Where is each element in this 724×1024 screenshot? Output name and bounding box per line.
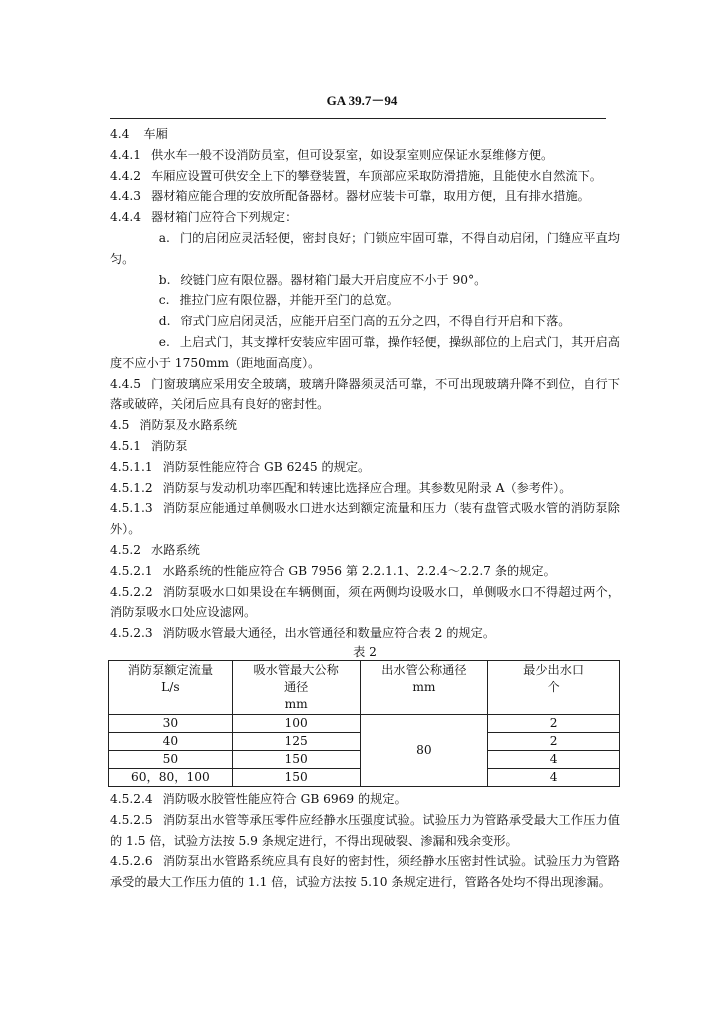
clause-text: 消防泵与发动机功率匹配和转速比选择应合理。其参数见附录 A（参考件）。: [162, 480, 572, 495]
clause-number: 4.5.2.5: [110, 812, 153, 827]
clause-number: 4.5.1.1: [110, 459, 153, 474]
clause-number: b.: [158, 272, 171, 287]
paragraph: [110, 186, 620, 207]
clause-text: 消防吸水胶管性能应符合 GB 6969 的规定。: [162, 791, 407, 806]
clause-text: 水路系统: [151, 542, 200, 557]
paragraph: [110, 374, 620, 416]
clause-text: 车厢应设置可供安全上下的攀登装置，车顶部应采取防滑措施，且能使水自然流下。: [151, 168, 602, 183]
paragraph: [110, 457, 620, 478]
clause-number: 4.5.1.2: [110, 480, 153, 495]
clause-text: 门的启闭应灵活轻便，密封良好；门锁应牢固可靠，不得自动启闭，门缝应平直均匀。: [110, 230, 620, 266]
clause-number: d.: [158, 314, 171, 329]
header-suction-line: 吸水管最大公称: [253, 662, 339, 677]
cell-outlet-diameter-merged: 80: [360, 714, 488, 786]
cell-outlets: 2: [488, 732, 620, 750]
clause-text: 供水车一般不设消防员室，但可设泵室，如设泵室则应保证水泵维修方便。: [151, 147, 554, 162]
cell-flow: 40: [109, 732, 233, 750]
clause-text: 消防泵出水管路系统应具有良好的密封性，须经静水压密封性试验。试验压力为管路承受的最大工作压力值的 1.1 倍，试验方法按 5.10 条规定进行，管路各处均不得出现渗漏。: [110, 854, 620, 890]
clause-number: 4.5.2.4: [110, 791, 153, 806]
cell-flow: 60，80，100: [109, 768, 233, 786]
cell-outlets: 4: [488, 750, 620, 768]
paragraph: [110, 436, 620, 457]
paragraph: [110, 207, 620, 228]
paragraph: [110, 145, 620, 166]
cell-suction: 150: [232, 750, 360, 768]
cell-suction: 100: [232, 714, 360, 732]
clause-text: 绞链门应有限位器。器材箱门最大开启度应不小于 90°。: [180, 272, 487, 287]
cell-suction: 150: [232, 768, 360, 786]
cell-outlets: 4: [488, 768, 620, 786]
clause-number: 4.5.1: [110, 438, 142, 453]
clause-text: 车厢: [143, 127, 168, 141]
clause-number: 4.4.1: [110, 147, 142, 162]
page-header-code: GA 39.7－94: [326, 93, 398, 108]
header-min-outlets: [488, 660, 620, 714]
clause-text: 消防吸水管最大通径，出水管通径和数量应符合表 2 的规定。: [162, 626, 496, 641]
header-flow-line: L/s: [161, 679, 180, 694]
sections-before-table: [110, 124, 620, 644]
clause-text: 器材箱应能合理的安放所配备器材。器材应装卡可靠，取用方便，且有排水措施。: [151, 189, 590, 204]
paragraph: [110, 166, 620, 187]
paragraph: [110, 540, 620, 561]
clause-number: 4.5.2.2: [110, 584, 153, 599]
clause-number: a.: [158, 230, 170, 245]
cell-outlets: 2: [488, 714, 620, 732]
clause-text: 推拉门应有限位器，并能开至门的总宽。: [179, 293, 399, 308]
document-body: [110, 124, 620, 893]
header-outlet-line: mm: [412, 679, 436, 694]
cell-flow: 50: [109, 750, 233, 768]
header-min-outlets-line: 最少出水口: [523, 662, 585, 677]
spec-table: [108, 660, 620, 787]
paragraph: [110, 332, 620, 374]
paragraph: [110, 498, 620, 540]
clause-text: 消防泵吸水口如果设在车辆侧面，须在两侧均设吸水口，单侧吸水口不得超过两个，消防泵吸水口处应设滤网。: [110, 584, 620, 620]
header-min-outlets-line: 个: [547, 679, 560, 694]
header-suction-line: mm: [284, 696, 308, 711]
clause-text: 消防泵应能通过单侧吸水口进水达到额定流量和压力（装有盘管式吸水管的消防泵除外）。: [110, 501, 620, 537]
header-outlet-line: 出水管公称通径: [381, 662, 467, 677]
header-suction: [232, 660, 360, 714]
header-suction-line: 通径: [283, 679, 309, 694]
clause-number: 4.4: [110, 127, 130, 141]
clause-text: 消防泵: [151, 438, 188, 453]
paragraph: [110, 810, 620, 852]
paragraph: [110, 270, 620, 291]
clause-number: 4.4.3: [110, 189, 142, 204]
clause-number: e.: [158, 334, 170, 349]
header-flow: [109, 660, 233, 714]
clause-text: 上启式门，其支撑杆安装应牢固可靠，操作轻便，操纵部位的上启式门，其开启高度不应小于 1750mm（距地面高度）。: [110, 334, 620, 370]
clause-number: c.: [158, 293, 170, 308]
paragraph: [110, 582, 620, 624]
clause-number: 4.5.1.3: [110, 501, 153, 516]
paragraph: [110, 311, 620, 332]
cell-flow: 30: [109, 714, 233, 732]
sections-after-table: [110, 789, 620, 893]
clause-number: 4.4.4: [110, 210, 142, 225]
paragraph: [110, 851, 620, 893]
header-flow-line: 消防泵额定流量: [127, 662, 214, 677]
paragraph: [110, 623, 620, 644]
table-row: [109, 714, 620, 732]
clause-text: 消防泵及水路系统: [139, 418, 237, 433]
clause-number: 4.4.2: [110, 168, 142, 183]
cell-suction: 125: [232, 732, 360, 750]
paragraph: [110, 124, 620, 145]
paragraph: [110, 789, 620, 810]
clause-number: 4.5.2.3: [110, 626, 153, 641]
header-outlet-diameter: [360, 660, 488, 714]
paragraph: [110, 478, 620, 499]
clause-text: 帘式门应启闭灵活，应能开启至门高的五分之四，不得自行开启和下落。: [180, 314, 571, 329]
clause-text: 水路系统的性能应符合 GB 7956 第 2.2.1.1、2.2.4～2.2.7 条的规定。: [162, 563, 556, 578]
clause-number: 4.4.5: [110, 376, 142, 391]
clause-text: 消防泵性能应符合 GB 6245 的规定。: [162, 459, 371, 474]
paragraph: [110, 290, 620, 311]
paragraph: [110, 228, 620, 270]
paragraph: [110, 561, 620, 582]
clause-text: 器材箱门应符合下列规定：: [151, 210, 298, 225]
clause-number: 4.5.2.6: [110, 854, 153, 869]
clause-number: 4.5.2.1: [110, 563, 153, 578]
paragraph: [110, 415, 620, 436]
header-divider: [110, 118, 606, 119]
clause-text: 消防泵出水管等承压零件应经静水压强度试验。试验压力为管路承受最大工作压力值的 1.5 倍，试验方法按 5.9 条规定进行，不得出现破裂、渗漏和残余变形。: [110, 812, 620, 848]
table-header-row: [109, 660, 620, 714]
table-caption: 表 2: [353, 644, 377, 659]
clause-number: 4.5.2: [110, 542, 142, 557]
clause-text: 门窗玻璃应采用安全玻璃，玻璃升降器须灵活可靠，不可出现玻璃升降不到位，自行下落或破碎，关闭后应具有良好的密封性。: [110, 376, 620, 412]
clause-number: 4.5: [110, 418, 130, 433]
